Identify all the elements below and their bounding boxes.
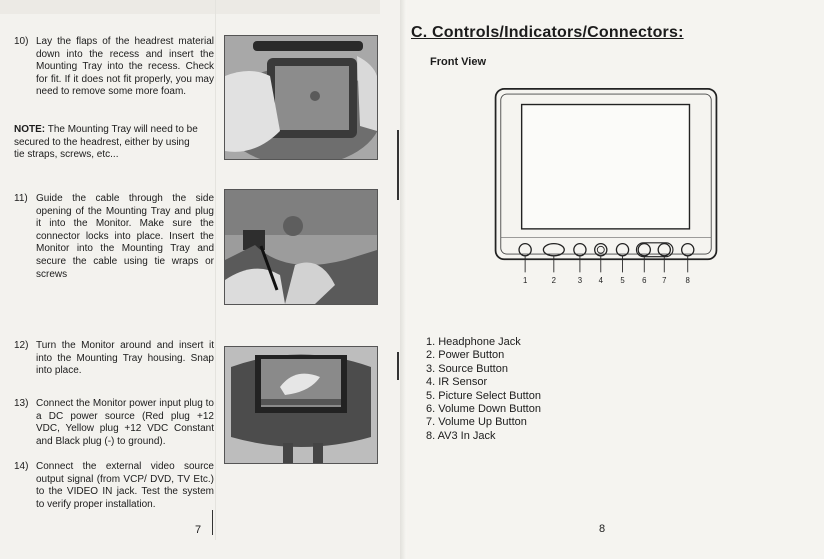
step-number: 12) xyxy=(14,340,29,351)
note xyxy=(14,124,202,162)
column-crease xyxy=(215,0,216,540)
photo-monitor-installed xyxy=(224,346,378,464)
note-label: NOTE: xyxy=(14,124,46,135)
controls-legend xyxy=(426,336,541,443)
photo-cable-connection xyxy=(224,189,378,305)
screen xyxy=(522,105,690,229)
step-text: Lay the flaps of the headrest material down into the recess and insert the Mounting Tray into the recess. Check for fit. If it does not fit properly, you may need to remove some more foam. xyxy=(36,36,214,98)
front-view-label: Front View xyxy=(430,56,487,68)
step-number: 10) xyxy=(14,36,29,47)
callout-6: 6 xyxy=(642,275,647,285)
monitor-front-diagram xyxy=(478,88,734,288)
step-number: 13) xyxy=(14,398,29,409)
book-gutter xyxy=(400,0,410,559)
callout-4: 4 xyxy=(598,275,603,285)
callout-8: 8 xyxy=(685,275,690,285)
show-through-strip xyxy=(0,0,380,14)
callout-2: 2 xyxy=(551,275,557,285)
legend-item: 3. Source Button xyxy=(426,362,508,375)
callout-7: 7 xyxy=(662,275,667,285)
margin-mark xyxy=(212,510,213,535)
note-text: The Mounting Tray will need to be secured to the headrest, either by using tie straps, screws, etc... xyxy=(14,124,198,161)
legend-item: 6. Volume Down Button xyxy=(426,403,541,416)
step-text: Connect the Monitor power input plug to a DC power source (Red plug +12 VDC, Yellow plug +12 VDC Constant and Black plug (-) to ground). xyxy=(36,398,214,447)
photo-mounting-tray-insert xyxy=(224,35,378,160)
legend-item: 1. Headphone Jack xyxy=(426,336,521,348)
gutter-mark xyxy=(397,130,399,200)
step-number: 14) xyxy=(14,461,29,472)
legend-item: 8. AV3 In Jack xyxy=(426,429,496,442)
step-number: 11) xyxy=(14,193,28,204)
section-title: C. Controls/Indicators/Connectors: xyxy=(411,24,684,41)
page-number-right: 8 xyxy=(599,523,606,535)
callout-1: 1 xyxy=(522,275,528,285)
step-text: Connect the external video source output signal (from VCP/ DVD, TV Etc.) to the VIDEO IN jack. Test the system to verify proper installation. xyxy=(36,461,214,510)
legend-item: 2. Power Button xyxy=(426,349,505,362)
page-number-left: 7 xyxy=(195,524,202,536)
callout-5: 5 xyxy=(620,275,625,285)
legend-item: 7. Volume Up Button xyxy=(426,416,527,429)
legend-item: 4. IR Sensor xyxy=(426,376,488,389)
gutter-mark xyxy=(397,352,399,380)
legend-item: 5. Picture Select Button xyxy=(426,389,541,402)
step-text: Guide the cable through the side opening of the Mounting Tray and plug it into the Monitor. Make sure the connector locks into place. Insert the Monitor into the Mounting Tray and secure the cable using tie wraps or screws xyxy=(36,193,214,280)
step-text: Turn the Monitor around and insert it into the Mounting Tray housing. Snap into place. xyxy=(36,340,214,377)
callout-3: 3 xyxy=(577,275,583,285)
